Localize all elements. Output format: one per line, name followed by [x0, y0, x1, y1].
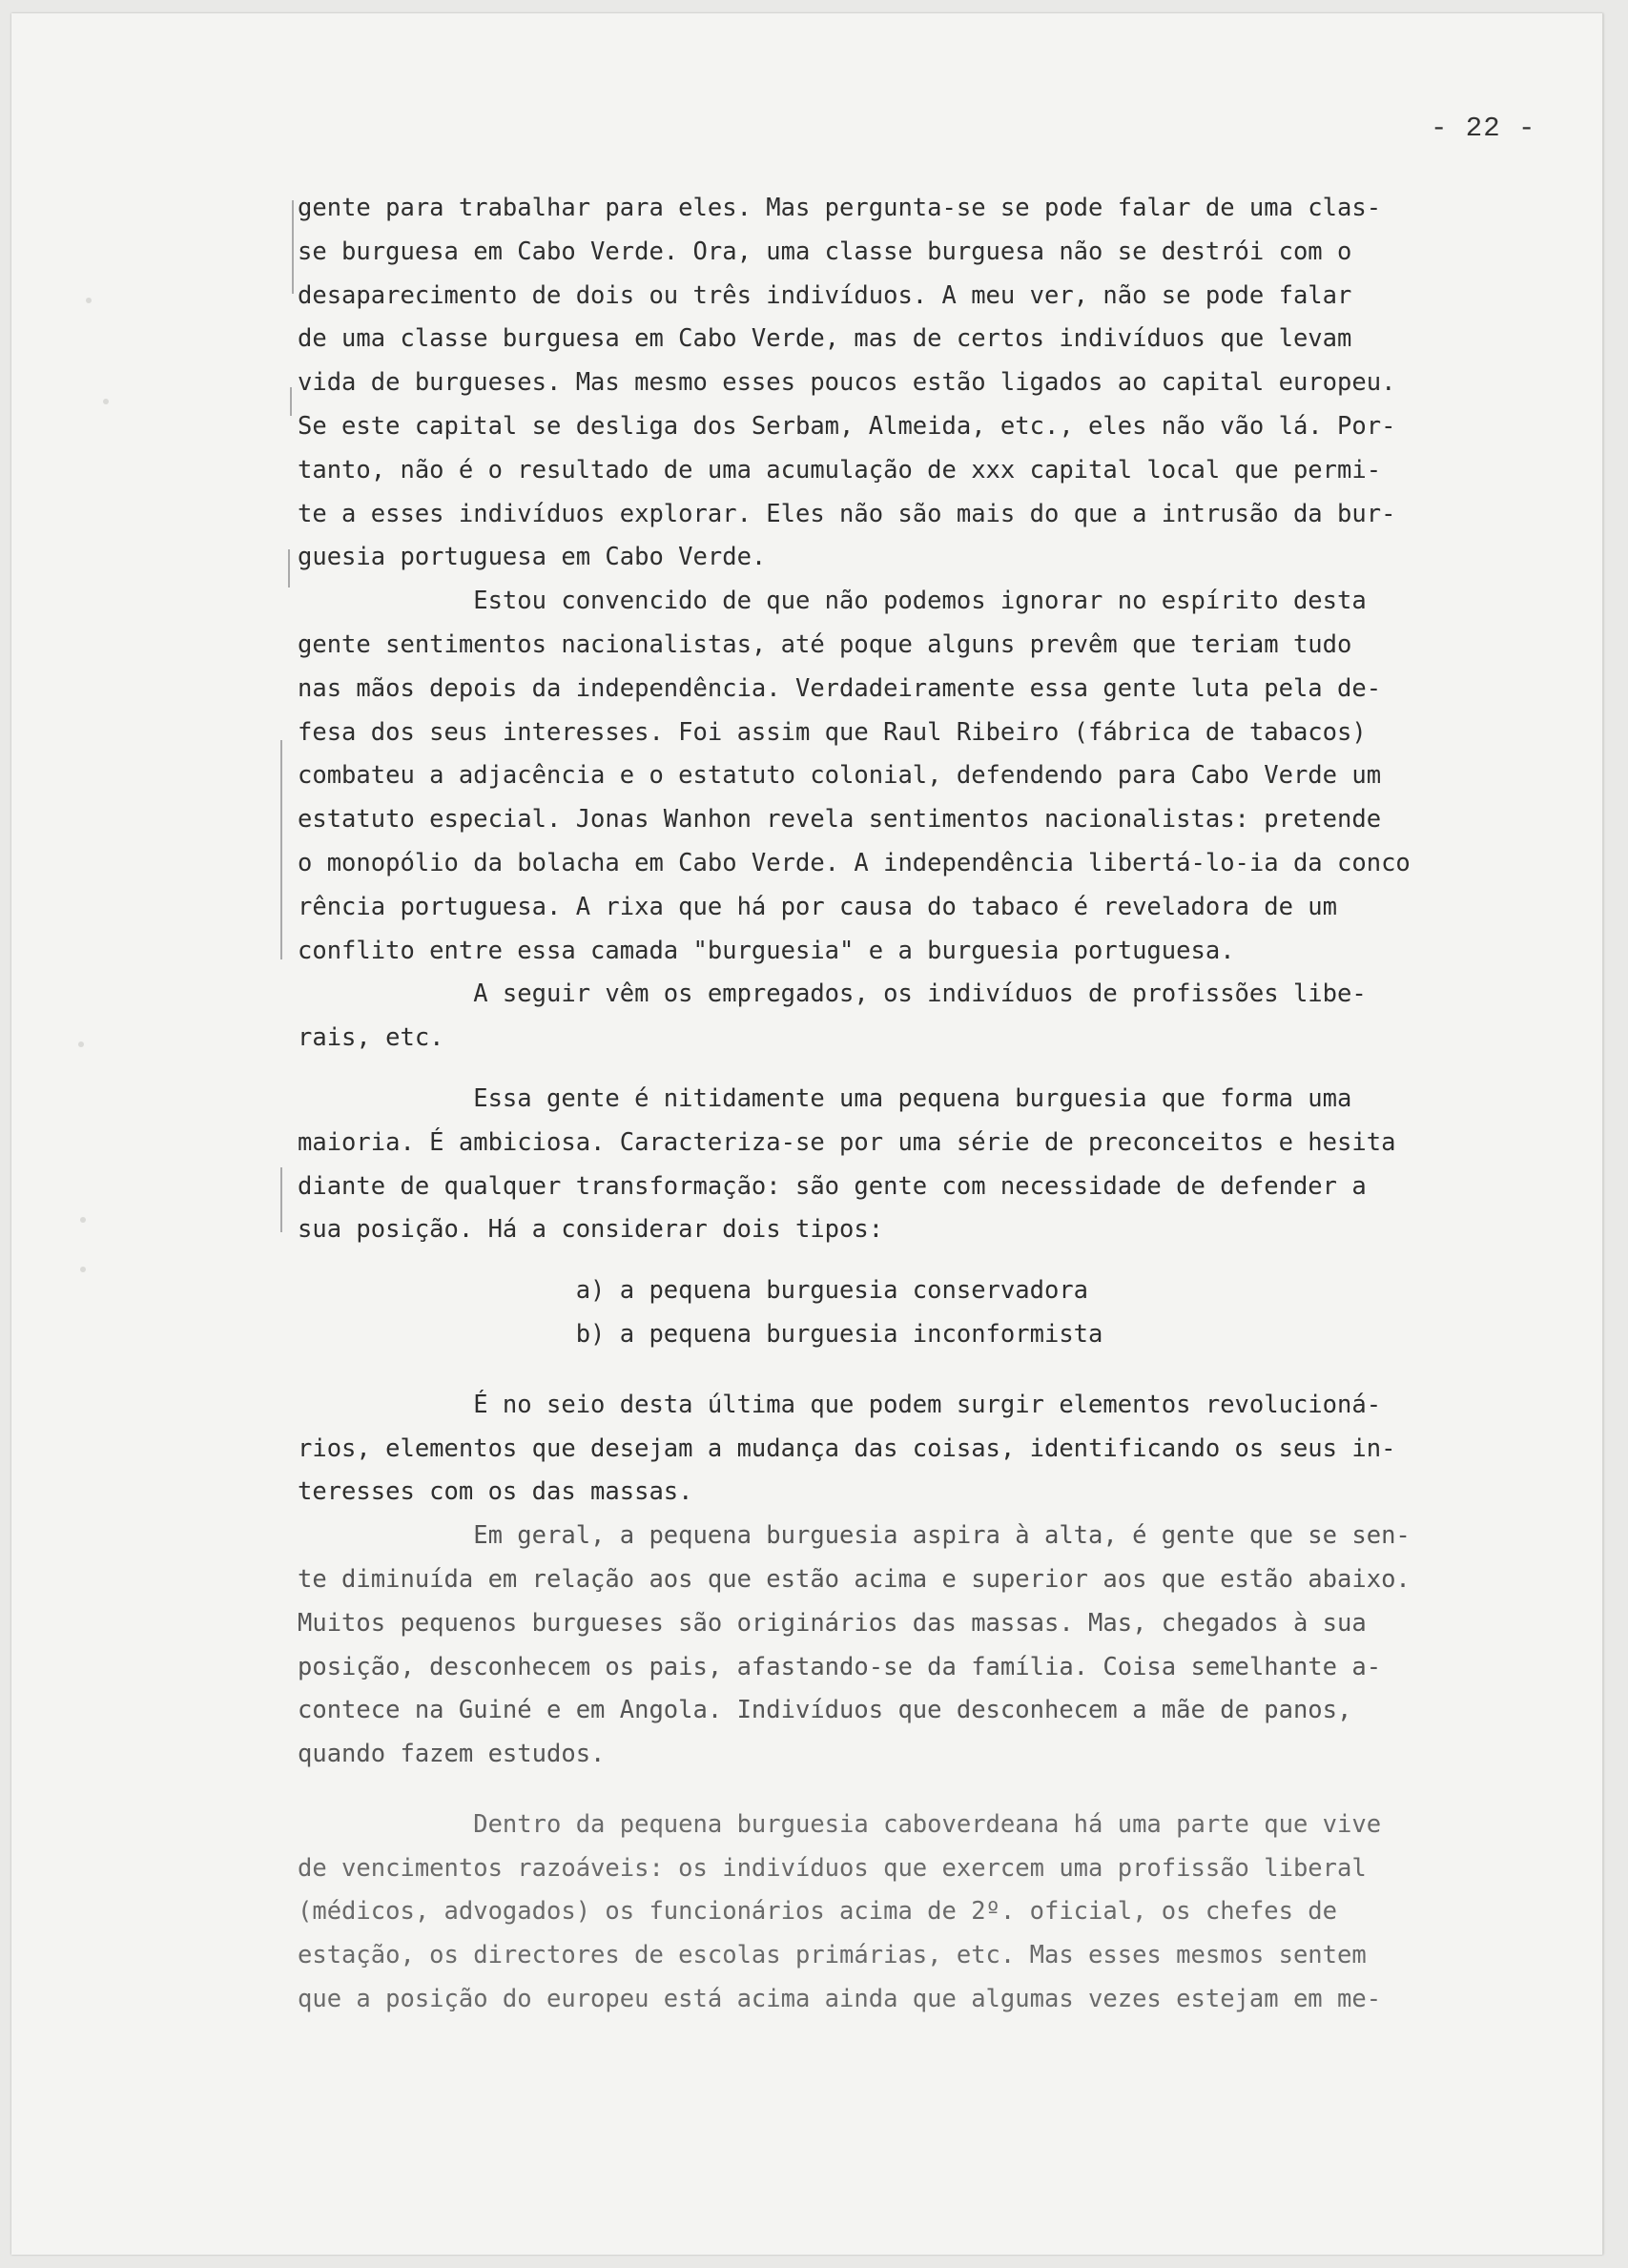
margin-mark	[280, 1167, 282, 1232]
margin-mark	[280, 740, 282, 959]
text-line: guesia portuguesa em Cabo Verde.	[298, 543, 767, 572]
paragraph	[298, 973, 1614, 1061]
text-line: É no seio desta última que podem surgir elementos revolucioná-	[298, 1390, 1382, 1419]
text-line: Essa gente é nitidamente uma pequena burguesia que forma uma	[298, 1083, 1352, 1113]
text-line: de vencimentos razoáveis: os indivíduos que exercem uma profissão liberal	[298, 1853, 1367, 1883]
text-line: diante de qualquer transformação: são gente com necessidade de defender a	[298, 1171, 1367, 1201]
text-line: desaparecimento de dois ou três indivíduos. A meu ver, não se pode falar	[298, 280, 1352, 310]
text-line: rios, elementos que desejam a mudança das coisas, identificando os seus in-	[298, 1433, 1396, 1463]
punch-hole	[103, 399, 109, 404]
punch-hole	[78, 1041, 84, 1047]
document-body	[298, 187, 1614, 2022]
text-line: gente para trabalhar para eles. Mas pergunta-se se pode falar de uma clas-	[298, 194, 1382, 222]
text-line: rência portuguesa. A rixa que há por causa do tabaco é reveladora de um	[298, 892, 1338, 921]
text-line: teresses com os das massas.	[298, 1477, 693, 1507]
page-number: - 22 -	[1431, 113, 1536, 144]
text-line: estatuto especial. Jonas Wanhon revela sentimentos nacionalistas: pretende	[298, 805, 1382, 835]
text-line: de uma classe burguesa em Cabo Verde, mas de certos indivíduos que levam	[298, 324, 1352, 354]
text-line: se burguesa em Cabo Verde. Ora, uma classe burguesa não se destrói com o	[298, 237, 1352, 266]
text-line: conflito entre essa camada "burguesia" e a burguesia portuguesa.	[298, 936, 1235, 965]
punch-hole	[80, 1217, 86, 1223]
text-line: estação, os directores de escolas primárias, etc. Mas esses mesmos sentem	[298, 1941, 1367, 1970]
paragraph	[298, 1804, 1614, 2022]
margin-mark	[292, 200, 294, 294]
text-line: te a esses indivíduos explorar. Eles não são mais do que a intrusão da bur-	[298, 499, 1396, 528]
punch-hole	[86, 298, 92, 303]
text-line: gente sentimentos nacionalistas, até poque alguns prevêm que teriam tudo	[298, 629, 1352, 659]
punch-hole	[80, 1267, 86, 1272]
paragraph	[298, 1078, 1614, 1252]
text-line: Em geral, a pequena burguesia aspira à alta, é gente que se sen-	[298, 1521, 1411, 1551]
margin-mark	[290, 387, 292, 416]
text-line: posição, desconhecem os pais, afastando-se da família. Coisa semelhante a-	[298, 1652, 1382, 1681]
list-item: b) a pequena burguesia inconformista	[298, 1319, 1103, 1349]
text-line: maioria. É ambiciosa. Caracteriza-se por uma série de preconceitos e hesita	[298, 1127, 1396, 1157]
text-line: vida de burgueses. Mas mesmo esses poucos estão ligados ao capital europeu.	[298, 368, 1396, 398]
text-line: contece na Guiné e em Angola. Indivíduos que desconhecem a mãe de panos,	[298, 1696, 1352, 1725]
text-line: A seguir vêm os empregados, os indivíduos de profissões libe-	[298, 979, 1367, 1009]
paragraph	[298, 187, 1614, 580]
text-line: rais, etc.	[298, 1023, 444, 1053]
paragraph	[298, 1515, 1614, 1777]
paragraph	[298, 1384, 1614, 1515]
text-line: (médicos, advogados) os funcionários acima de 2º. oficial, os chefes de	[298, 1897, 1338, 1927]
text-line: te diminuída em relação aos que estão acima e superior aos que estão abaixo.	[298, 1564, 1411, 1594]
list-item: a) a pequena burguesia conservadora	[298, 1276, 1089, 1306]
document-page	[11, 13, 1603, 2255]
text-line: que a posição do europeu está acima ainda que algumas vezes estejam em me-	[298, 1985, 1382, 2014]
text-line: o monopólio da bolacha em Cabo Verde. A independência libertá-lo-ia da conco	[298, 848, 1411, 877]
text-line: sua posição. Há a considerar dois tipos:	[298, 1215, 884, 1245]
text-line: nas mãos depois da independência. Verdadeiramente essa gente luta pela de-	[298, 673, 1382, 703]
text-line: Muitos pequenos burgueses são originários das massas. Mas, chegados à sua	[298, 1608, 1367, 1638]
text-line: Estou convencido de que não podemos ignorar no espírito desta	[298, 587, 1367, 616]
text-line: fesa dos seus interesses. Foi assim que Raul Ribeiro (fábrica de tabacos)	[298, 717, 1367, 747]
text-line: Se este capital se desliga dos Serbam, Almeida, etc., eles não vão lá. Por-	[298, 411, 1396, 441]
paragraph	[298, 580, 1614, 973]
list	[298, 1269, 1614, 1357]
text-line: tanto, não é o resultado de uma acumulação de xxx capital local que permi-	[298, 455, 1382, 485]
text-line: Dentro da pequena burguesia caboverdeana há uma parte que vive	[298, 1809, 1382, 1839]
margin-mark	[288, 549, 290, 588]
text-line: combateu a adjacência e o estatuto colonial, defendendo para Cabo Verde um	[298, 761, 1382, 791]
text-line: quando fazem estudos.	[298, 1740, 606, 1769]
